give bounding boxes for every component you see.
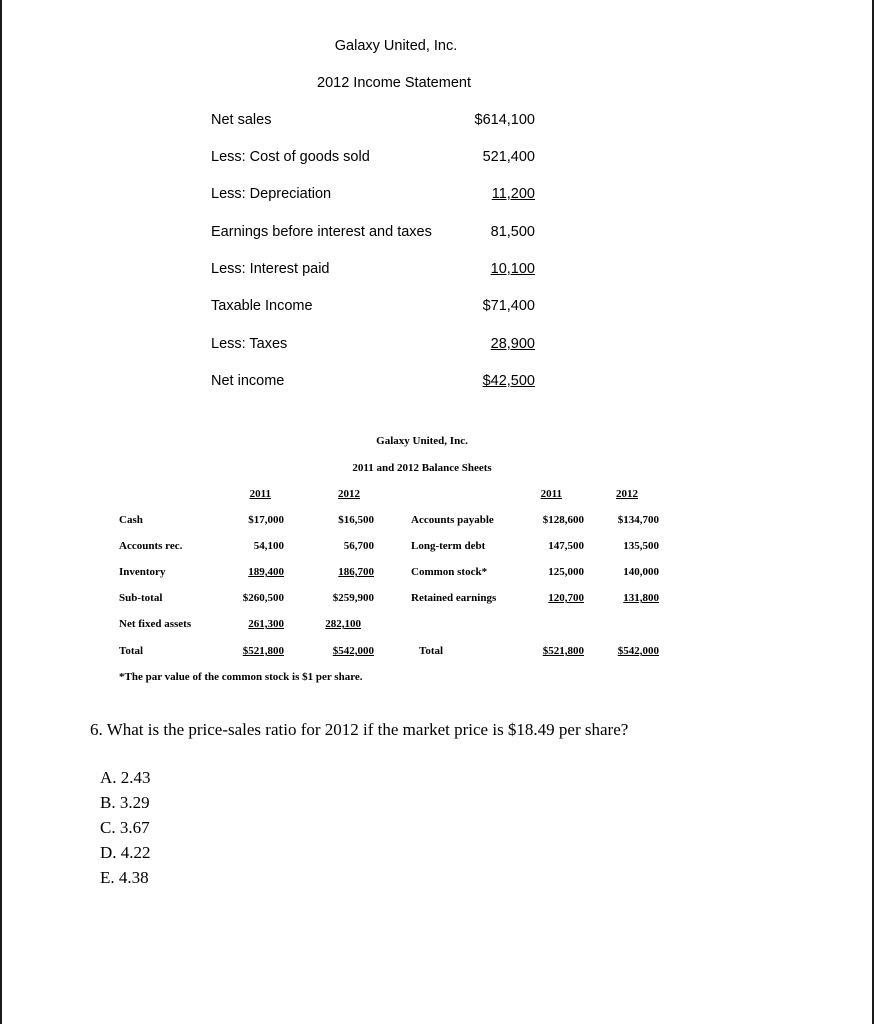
income-row-label: Less: Cost of goods sold <box>211 149 370 165</box>
income-row-label: Earnings before interest and taxes <box>211 224 432 240</box>
answer-option-a: A. 2.43 <box>100 768 151 787</box>
liability-2012-value: $542,000 <box>617 645 659 657</box>
answer-option-d: D. 4.22 <box>100 843 151 862</box>
liability-2012-value: $134,700 <box>617 514 659 526</box>
income-row-value: 81,500 <box>490 224 535 240</box>
asset-label: Cash <box>119 514 143 526</box>
asset-2012-value: $16,500 <box>338 514 374 526</box>
liability-2011-value: 147,500 <box>548 540 584 552</box>
asset-2011-value: 261,300 <box>248 618 284 630</box>
answer-option-e: E. 4.38 <box>100 868 149 887</box>
balance-sheet-title: 2011 and 2012 Balance Sheets <box>352 462 492 474</box>
liabilities-2011-header: 2011 <box>540 488 562 500</box>
income-row-value: $71,400 <box>482 298 535 314</box>
asset-2012-value: 56,700 <box>343 540 374 552</box>
asset-label: Inventory <box>119 566 166 578</box>
liability-label: Accounts payable <box>411 514 494 526</box>
assets-2012-header: 2012 <box>338 488 360 500</box>
asset-label: Accounts rec. <box>119 540 183 552</box>
income-row-value: $42,500 <box>482 373 535 389</box>
liability-label: Common stock* <box>411 566 488 578</box>
asset-2011-value: $17,000 <box>248 514 284 526</box>
asset-2012-value: 186,700 <box>338 566 374 578</box>
asset-2012-value: $542,000 <box>332 645 374 657</box>
liability-2012-value: 140,000 <box>623 566 659 578</box>
income-row-label: Taxable Income <box>211 298 313 314</box>
asset-2012-value: 282,100 <box>325 618 361 630</box>
liability-2011-value: 125,000 <box>548 566 584 578</box>
balance-company-name: Galaxy United, Inc. <box>376 435 468 447</box>
liability-2011-value: 120,700 <box>548 592 584 604</box>
asset-label: Sub-total <box>119 592 163 604</box>
income-row-value: 28,900 <box>490 336 535 352</box>
answer-option-c: C. 3.67 <box>100 818 150 837</box>
asset-2011-value: 189,400 <box>248 566 284 578</box>
asset-2011-value: 54,100 <box>253 540 284 552</box>
left-frame-edge <box>0 0 2 1024</box>
assets-2011-header: 2011 <box>249 488 271 500</box>
income-row-label: Less: Depreciation <box>211 186 332 202</box>
answer-option-b: B. 3.29 <box>100 793 150 812</box>
income-row-value: 10,100 <box>490 261 535 277</box>
liability-2012-value: 131,800 <box>623 592 659 604</box>
income-row-label: Less: Interest paid <box>211 261 330 277</box>
asset-2012-value: $259,900 <box>332 592 374 604</box>
income-row-label: Net income <box>211 373 285 389</box>
income-row-value: $614,100 <box>474 112 535 128</box>
footnote: *The par value of the common stock is $1 per share. <box>119 671 363 683</box>
liability-label: Retained earnings <box>411 592 497 604</box>
asset-label: Total <box>119 645 144 657</box>
income-row-label: Less: Taxes <box>211 336 288 352</box>
liability-label: Total <box>419 645 444 657</box>
income-statement-title: 2012 Income Statement <box>317 75 471 91</box>
asset-2011-value: $521,800 <box>242 645 284 657</box>
income-row-value: 521,400 <box>482 149 535 165</box>
question-text: 6. What is the price-sales ratio for 2012 if the market price is $18.49 per share? <box>90 720 629 739</box>
liability-2012-value: 135,500 <box>623 540 659 552</box>
liabilities-2012-header: 2012 <box>616 488 638 500</box>
income-row-label: Net sales <box>211 112 272 128</box>
asset-2011-value: $260,500 <box>242 592 284 604</box>
income-row-value: 11,200 <box>491 186 535 202</box>
liability-label: Long-term debt <box>411 540 486 552</box>
liability-2011-value: $521,800 <box>542 645 584 657</box>
income-company-name: Galaxy United, Inc. <box>334 38 458 54</box>
asset-label: Net fixed assets <box>119 618 192 630</box>
liability-2011-value: $128,600 <box>542 514 584 526</box>
